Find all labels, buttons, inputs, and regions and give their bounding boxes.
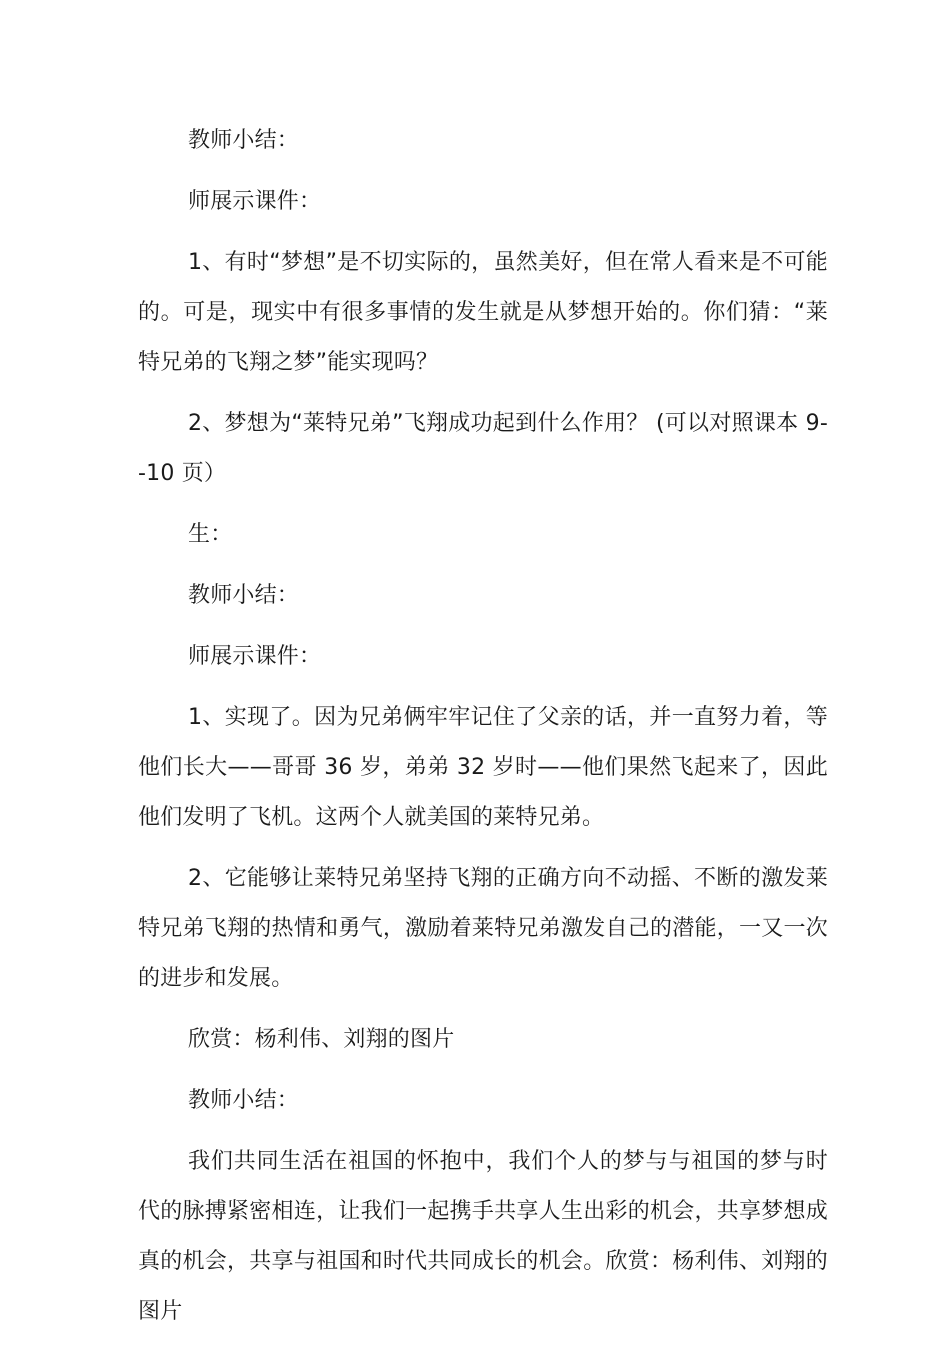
- paragraph-answer-2: 2、它能够让莱特兄弟坚持飞翔的正确方向不动摇、不断的激发莱特兄弟飞翔的热情和勇气，激励着莱特兄弟激发自己的潜能，一又一次的进步和发展。: [138, 866, 828, 991]
- paragraph-courseware-1: 师展示课件：: [188, 189, 322, 214]
- paragraph-appreciate: 欣赏：杨利伟、刘翔的图片: [188, 1027, 455, 1052]
- paragraph-conclusion: 我们共同生活在祖国的怀抱中，我们个人的梦与与祖国的梦与时代的脉搏紧密相连，让我们一起携手共享人生出彩的机会，共享梦想成真的机会，共享与祖国和时代共同成长的机会。欣赏：杨利伟、刘翔的图片: [138, 1149, 828, 1324]
- paragraph-teacher-summary-2: 教师小结：: [188, 583, 300, 608]
- paragraph-teacher-summary-3: 教师小结：: [188, 1088, 300, 1113]
- paragraph-courseware-2: 师展示课件：: [188, 644, 322, 669]
- document-body: [138, 116, 828, 1348]
- paragraph-question-2: 2、梦想为“莱特兄弟”飞翔成功起到什么作用？ (可以对照课本 9--10 页）: [138, 411, 828, 486]
- paragraph-question-1: 1、有时“梦想”是不切实际的，虽然美好，但在常人看来是不可能的。可是，现实中有很多事情的发生就是从梦想开始的。你们猜：“莱特兄弟的飞翔之梦”能实现吗？: [138, 250, 828, 375]
- paragraph-answer-1: 1、实现了。因为兄弟俩牢牢记住了父亲的话，并一直努力着，等他们长大——哥哥 36 岁，弟弟 32 岁时——他们果然飞起来了，因此他们发明了飞机。这两个人就美国的莱特兄弟。: [138, 705, 828, 830]
- paragraph-student: 生：: [188, 522, 233, 547]
- paragraph-teacher-summary-1: 教师小结：: [188, 128, 300, 153]
